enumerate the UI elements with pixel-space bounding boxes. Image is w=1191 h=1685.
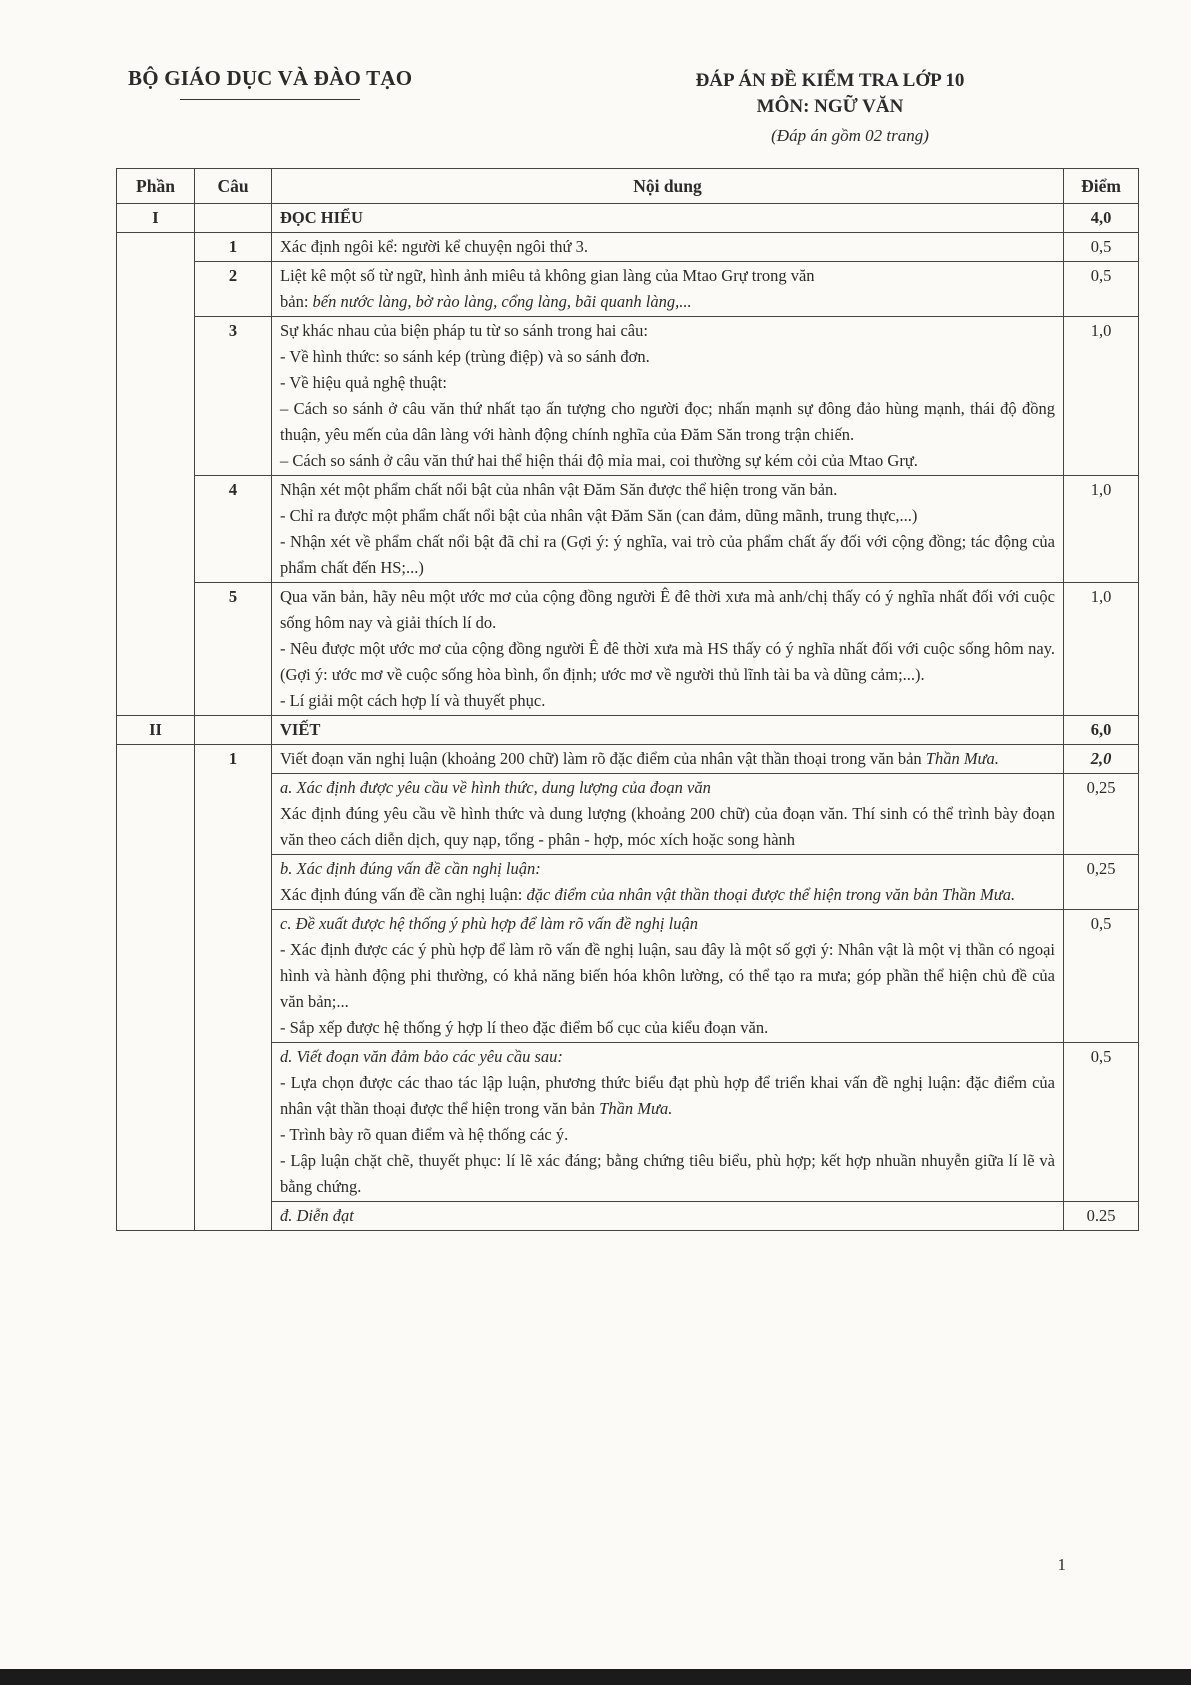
subject-title: MÔN: NGỮ VĂN	[756, 96, 904, 117]
table-row	[117, 233, 1139, 262]
criterion-score: 0,5	[1064, 1043, 1139, 1202]
question-content: Viết đoạn văn nghị luận (khoảng 200 chữ) làm rõ đặc điểm của nhân vật thần thoại trong văn bản Thần Mưa.	[272, 745, 1064, 774]
question-number: 5	[195, 583, 272, 716]
table-row	[117, 317, 1139, 476]
criterion-content: d. Viết đoạn văn đảm bảo các yêu cầu sau: - Lựa chọn được các thao tác lập luận, phương thức biểu đạt phù hợp để triển khai vấn đề nghị luận: đặc điểm của nhân vật thần thoại được thể hiện trong văn bản Thần Mưa. - Trình bày rõ quan điểm và hệ thống các ý. - Lập luận chặt chẽ, thuyết phục: lí lẽ xác đáng; bằng chứng tiêu biểu, phù hợp; kết hợp nhuần nhuyễn giữa lí lẽ và bằng chứng.	[272, 1043, 1064, 1202]
question-number: 1	[195, 745, 272, 1231]
question-content: Liệt kê một số từ ngữ, hình ảnh miêu tả không gian làng của Mtao Grự trong văn bản: bến nước làng, bờ rào làng, cổng làng, bãi quanh làng,...	[272, 262, 1064, 317]
ministry-header	[128, 66, 412, 100]
table-row	[117, 476, 1139, 583]
header-underline	[180, 99, 360, 100]
question-content: Xác định ngôi kể: người kể chuyện ngôi thứ 3.	[272, 233, 1064, 262]
criterion-score: 0,5	[1064, 910, 1139, 1043]
header-content: Nội dung	[272, 169, 1064, 204]
page-number: 1	[1057, 1555, 1066, 1574]
criterion-content: c. Đề xuất được hệ thống ý phù hợp để làm rõ vấn đề nghị luận - Xác định được các ý phù hợp để làm rõ vấn đề nghị luận, sau đây là một số gợi ý: Nhân vật là một vị thần có ngoại hình và hành động phi thường, có khả năng biến hóa khôn lường, có thể tạo ra mưa; góp phần thể hiện chủ đề của văn bản;... - Sắp xếp được hệ thống ý hợp lí theo đặc điểm bố cục của kiểu đoạn văn.	[272, 910, 1064, 1043]
question-content: Sự khác nhau của biện pháp tu từ so sánh trong hai câu: - Về hình thức: so sánh kép (trùng điệp) và so sánh đơn. - Về hiệu quả nghệ thuật: – Cách so sánh ở câu văn thứ nhất tạo ấn tượng cho người đọc; nhấn mạnh sự đông đảo hùng mạnh, thái độ đồng thuận, yêu mến của dân làng với hành động chính nghĩa của Đăm Săn trong trận chiến. – Cách so sánh ở câu văn thứ hai thể hiện thái độ mỉa mai, coi thường sự kém cỏi của Mtao Grự.	[272, 317, 1064, 476]
criterion-score: 0.25	[1064, 1202, 1139, 1231]
question-score: 0,5	[1064, 233, 1139, 262]
table-row	[117, 583, 1139, 716]
question-number: 3	[195, 317, 272, 476]
criterion-content: đ. Diễn đạt	[272, 1202, 1064, 1231]
empty-cell	[117, 745, 195, 1231]
part-number: I	[117, 204, 195, 233]
table-row	[117, 745, 1139, 774]
criterion-score: 0,25	[1064, 774, 1139, 855]
section-score: 4,0	[1064, 204, 1139, 233]
question-score: 1,0	[1064, 583, 1139, 716]
empty-cell	[195, 204, 272, 233]
question-content: Qua văn bản, hãy nêu một ước mơ của cộng đồng người Ê đê thời xưa mà anh/chị thấy có ý nghĩa nhất đối với cuộc sống hôm nay và giải thích lí do. - Nêu được một ước mơ của cộng đồng người Ê đê thời xưa mà HS thấy có ý nghĩa nhất đối với cuộc sống hôm nay. (Gợi ý: ước mơ về cuộc sống hòa bình, ổn định; ước mơ về người thủ lĩnh tài ba và dũng cảm;...). - Lí giải một cách hợp lí và thuyết phục.	[272, 583, 1064, 716]
table-header-row	[117, 169, 1139, 204]
section-row-writing	[117, 716, 1139, 745]
exam-header	[620, 70, 1040, 146]
header-score: Điểm	[1064, 169, 1139, 204]
header-part: Phần	[117, 169, 195, 204]
section-row-reading	[117, 204, 1139, 233]
table-row	[117, 262, 1139, 317]
criterion-score: 0,25	[1064, 855, 1139, 910]
question-score: 2,0	[1064, 745, 1139, 774]
question-score: 1,0	[1064, 476, 1139, 583]
section-title: ĐỌC HIỂU	[272, 204, 1064, 233]
scan-edge-bar	[0, 1669, 1191, 1685]
criterion-content: b. Xác định đúng vấn đề cần nghị luận: Xác định đúng vấn đề cần nghị luận: đặc điểm của nhân vật thần thoại được thể hiện trong văn bản Thần Mưa.	[272, 855, 1064, 910]
question-score: 1,0	[1064, 317, 1139, 476]
question-number: 2	[195, 262, 272, 317]
question-number: 4	[195, 476, 272, 583]
page-count-note: (Đáp án gồm 02 trang)	[771, 126, 929, 145]
exam-title: ĐÁP ÁN ĐỀ KIỂM TRA LỚP 10	[695, 70, 965, 91]
empty-cell	[195, 716, 272, 745]
question-number: 1	[195, 233, 272, 262]
header-question: Câu	[195, 169, 272, 204]
question-content: Nhận xét một phẩm chất nổi bật của nhân vật Đăm Săn được thể hiện trong văn bản. - Chỉ ra được một phẩm chất nổi bật của nhân vật Đăm Săn (can đảm, dũng mãnh, trung thực,...) - Nhận xét về phẩm chất nổi bật đã chỉ ra (Gợi ý: ý nghĩa, vai trò của phẩm chất ấy đối với cộng đồng; tác động của phẩm chất đến HS;...)	[272, 476, 1064, 583]
part-number: II	[117, 716, 195, 745]
answer-table	[116, 168, 1139, 1231]
section-title: VIẾT	[272, 716, 1064, 745]
question-score: 0,5	[1064, 262, 1139, 317]
ministry-name: BỘ GIÁO DỤC VÀ ĐÀO TẠO	[128, 66, 413, 90]
empty-cell	[117, 233, 195, 716]
criterion-content: a. Xác định được yêu cầu về hình thức, dung lượng của đoạn văn Xác định đúng yêu cầu về hình thức và dung lượng (khoảng 200 chữ) của đoạn văn. Thí sinh có thể trình bày đoạn văn theo cách diễn dịch, quy nạp, tổng - phân - hợp, móc xích hoặc song hành	[272, 774, 1064, 855]
section-score: 6,0	[1064, 716, 1139, 745]
